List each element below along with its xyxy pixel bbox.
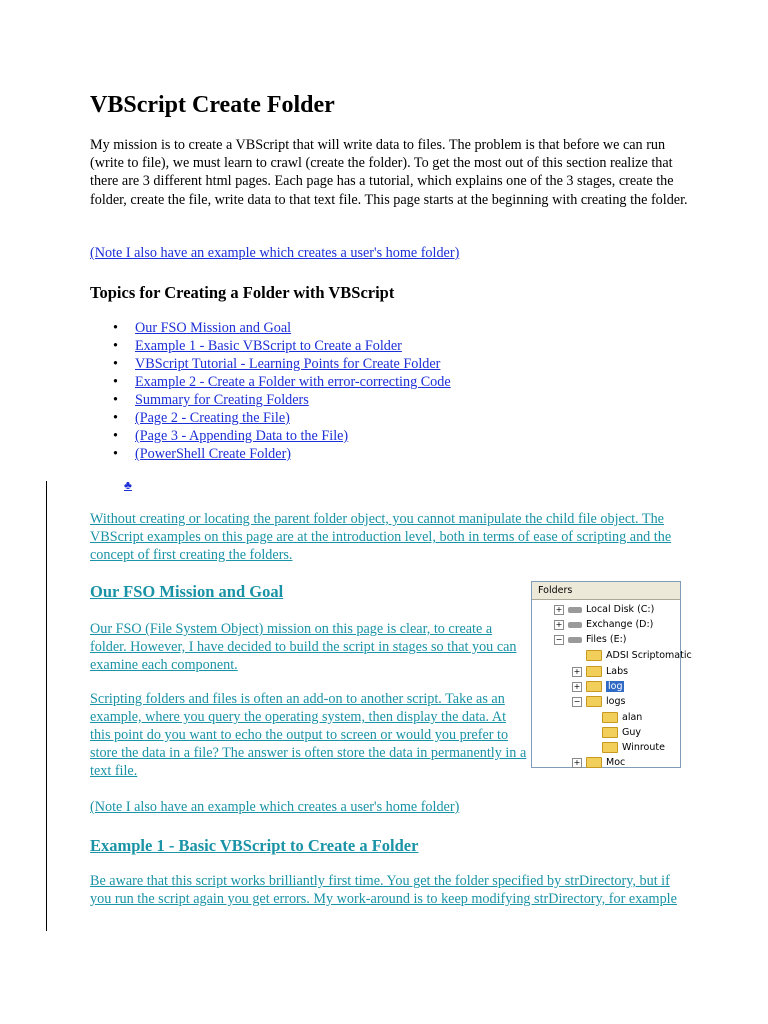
folder-icon <box>586 757 602 768</box>
folder-icon <box>586 666 602 677</box>
fso-paragraph[interactable]: Our FSO (File System Object) mission on this page is clear, to create a folder. However, I have decided to build the script in stages so that you can examine each component. <box>90 621 517 673</box>
tree-item-adsi[interactable] <box>586 648 692 663</box>
drive-icon <box>568 637 582 643</box>
topic-link-example-2[interactable]: Example 2 - Create a Folder with error-correcting Code <box>135 374 451 390</box>
expand-icon[interactable]: + <box>573 757 581 767</box>
collapse-icon[interactable]: − <box>555 634 563 644</box>
page-title: VBScript Create Folder <box>90 92 335 118</box>
folder-icon <box>586 681 602 692</box>
tree-item-label: Moc <box>606 757 626 768</box>
expand-icon[interactable]: + <box>555 619 563 629</box>
tree-item-label: Local Disk (C:) <box>586 604 655 615</box>
tree-item-label: alan <box>622 712 643 723</box>
folder-icon <box>602 727 618 738</box>
drive-icon <box>568 607 582 613</box>
tree-item-labs[interactable] <box>572 664 628 679</box>
topics-list <box>113 319 451 463</box>
topic-link-tutorial[interactable]: VBScript Tutorial - Learning Points for Create Folder <box>135 356 441 372</box>
topic-item <box>113 373 451 391</box>
expand-icon[interactable]: + <box>555 604 563 614</box>
tree-item-guy[interactable] <box>602 725 641 740</box>
folders-panel-header: Folders <box>532 582 680 600</box>
topic-item <box>113 355 451 373</box>
without-paragraph[interactable]: Without creating or locating the parent folder object, you cannot manipulate the child file object. The VBScript examples on this page are at the introduction level, both in terms of ease of scripting and the concept of first creating the folders. <box>90 511 672 563</box>
club-link-icon[interactable]: ♣ <box>124 478 132 492</box>
tree-item-label: Winroute <box>622 742 665 753</box>
tree-item-files[interactable] <box>554 632 626 647</box>
home-folder-note-teal[interactable]: (Note I also have an example which creates a user's home folder) <box>90 799 460 815</box>
tree-item-label: Guy <box>622 727 642 738</box>
topic-item <box>113 337 451 355</box>
tree-item-alan[interactable] <box>602 710 642 725</box>
expand-icon[interactable]: + <box>573 681 581 691</box>
example-1-heading[interactable]: Example 1 - Basic VBScript to Create a Folder <box>90 836 419 855</box>
tree-item-label: Files (E:) <box>586 634 627 645</box>
topic-item <box>113 427 451 445</box>
tree-item-label: ADSI Scriptomatic <box>606 650 692 661</box>
topic-link-fso-mission[interactable]: Our FSO Mission and Goal <box>135 320 292 336</box>
folder-icon <box>586 696 602 707</box>
tree-item-exchange[interactable] <box>554 617 653 632</box>
scripting-paragraph[interactable]: Scripting folders and files is often an add-on to another script. Take as an example, where you query the operating system, then display the data. At this point do you want to echo the output to screen or would you prefer to store the data in a file? The answer is often store the data in permanently in a text file. <box>90 691 527 779</box>
topic-link-page-3[interactable]: (Page 3 - Appending Data to the File) <box>135 428 349 444</box>
tree-item-label: logs <box>606 696 626 707</box>
fso-mission-heading[interactable]: Our FSO Mission and Goal <box>90 582 284 601</box>
tree-item-log[interactable] <box>572 679 624 694</box>
expand-icon[interactable]: + <box>573 666 581 676</box>
folders-tree-panel <box>531 581 692 768</box>
topic-item <box>113 445 451 463</box>
aware-paragraph[interactable]: Be aware that this script works brilliantly first time. You get the folder specified by strDirectory, but if you run the script again you get errors. My work-around is to keep modifying strDirectory, for example <box>90 873 677 907</box>
topic-link-example-1[interactable]: Example 1 - Basic VBScript to Create a Folder <box>135 338 402 354</box>
topic-link-page-2[interactable]: (Page 2 - Creating the File) <box>135 410 290 426</box>
folder-icon <box>602 712 618 723</box>
tree-item-label-selected: log <box>608 681 623 692</box>
topics-heading: Topics for Creating a Folder with VBScript <box>90 283 395 302</box>
folder-icon <box>602 742 618 753</box>
tree-item-winroute[interactable] <box>602 740 665 755</box>
topic-item <box>113 409 451 427</box>
tree-item-logs[interactable] <box>572 694 625 709</box>
home-folder-note-link[interactable]: (Note I also have an example which creates a user's home folder) <box>90 245 460 261</box>
collapse-icon[interactable]: − <box>573 696 581 706</box>
tree-item-label: Labs <box>606 666 629 677</box>
topic-item <box>113 391 451 409</box>
tree-item-local-disk[interactable] <box>554 602 654 617</box>
folder-icon <box>586 650 602 661</box>
topic-item <box>113 319 451 337</box>
drive-icon <box>568 622 582 628</box>
tree-item-moc[interactable] <box>572 755 625 770</box>
topic-link-summary[interactable]: Summary for Creating Folders <box>135 392 309 408</box>
tree-item-label: Exchange (D:) <box>586 619 654 630</box>
intro-paragraph: My mission is to create a VBScript that will write data to files. The problem is that before we can run (write to file), we must learn to crawl (create the folder). To get the most out of this section realize that there are 3 different html pages. Each page has a tutorial, which explains one of the 3 stages, create the folder, create the file, write data to that text file. This page starts at the beginning with creating the folder. <box>90 137 688 208</box>
topic-link-powershell[interactable]: (PowerShell Create Folder) <box>135 446 292 462</box>
change-bar <box>46 481 47 931</box>
